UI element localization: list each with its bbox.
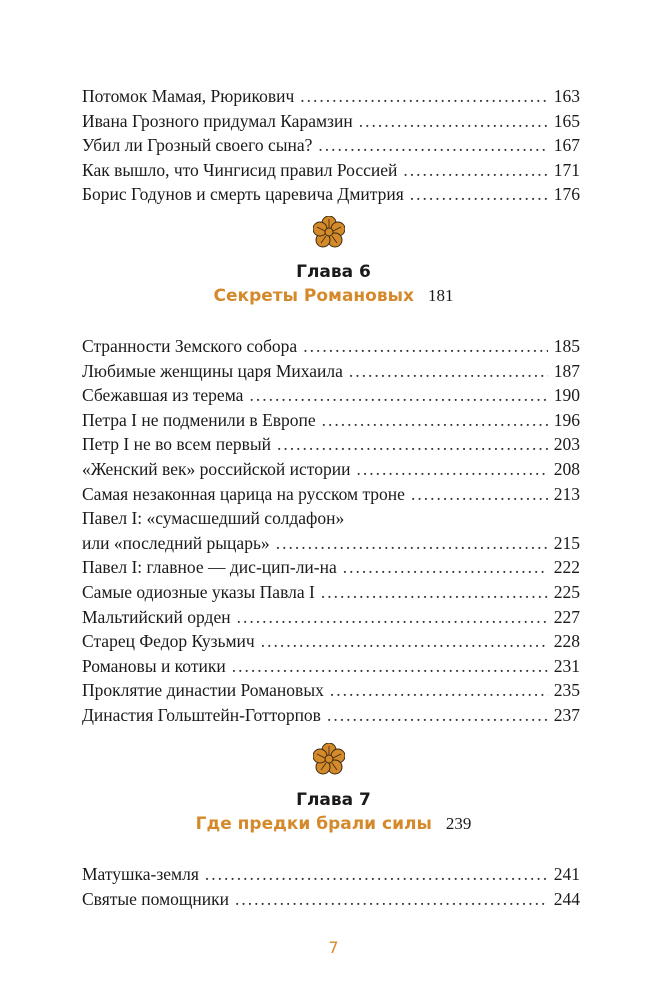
toc-entry-page: 215 — [553, 532, 580, 553]
toc-entry-title: Матушка-земля — [82, 864, 199, 884]
dot-leader — [276, 533, 548, 554]
toc-entry-page: 228 — [553, 631, 580, 652]
toc-entry-page: 171 — [553, 159, 580, 180]
page-number: 7 — [328, 938, 339, 957]
toc-entry-page: 163 — [553, 86, 580, 106]
toc-entry-title: Павел I: «сумасшедший солдафон» — [82, 508, 345, 529]
toc-entry-page: 213 — [553, 483, 580, 504]
toc-entry[interactable] — [82, 184, 580, 209]
toc-entry-page: 176 — [553, 184, 580, 205]
dot-leader — [303, 336, 548, 357]
toc-entry[interactable] — [82, 582, 580, 607]
chapter-title[interactable]: Секреты Романовых — [213, 286, 414, 306]
dot-leader — [411, 484, 548, 505]
toc-entry-page: 231 — [553, 655, 580, 676]
toc-entry-page: 222 — [553, 557, 580, 578]
toc-entry[interactable] — [82, 459, 580, 484]
dot-leader — [261, 631, 548, 652]
toc-entry-title: Святые помощники — [82, 888, 229, 909]
dot-leader — [318, 135, 547, 156]
dot-leader — [330, 680, 548, 701]
flower-ornament-icon — [313, 216, 345, 248]
toc-entry-title: Странности Земского собора — [82, 336, 298, 356]
toc-entry[interactable] — [82, 557, 580, 582]
toc-entry[interactable] — [82, 705, 580, 730]
dot-leader — [343, 557, 548, 578]
toc-entry[interactable] — [82, 607, 580, 632]
toc-entry-title: Павел I: главное — дис-цип-ли-на — [82, 557, 337, 578]
dot-leader — [277, 434, 548, 455]
toc-entry-title: или «последний рыцарь» — [82, 532, 270, 553]
dot-leader — [322, 410, 548, 431]
toc-entry-page: 235 — [553, 680, 580, 701]
toc-entry-title: Романовы и котики — [82, 655, 226, 676]
flower-ornament-icon — [313, 743, 345, 775]
dot-leader — [205, 864, 548, 885]
toc-entry-page: 244 — [553, 888, 580, 909]
chapter-title[interactable]: Где предки брали силы — [195, 814, 432, 834]
dot-leader — [237, 607, 548, 628]
toc-block-1 — [82, 86, 580, 209]
toc-entry-title: Проклятие династии Романовых — [82, 680, 324, 701]
toc-entry-page: 190 — [553, 385, 580, 406]
toc-entry-title: Самые одиозные указы Павла I — [82, 581, 315, 602]
toc-entry[interactable] — [82, 434, 580, 459]
toc-entry[interactable] — [82, 361, 580, 386]
toc-entry-title: Любимые женщины царя Михаила — [82, 360, 343, 381]
toc-entry-title: Петр I не во всем первый — [82, 434, 271, 455]
toc-entry[interactable] — [82, 336, 580, 361]
toc-entry-title: Династия Гольштейн-Готторпов — [82, 704, 321, 725]
toc-entry-title: Мальтийский орден — [82, 606, 231, 627]
toc-entry-page: 227 — [553, 606, 580, 627]
toc-entry[interactable] — [82, 410, 580, 435]
dot-leader — [403, 160, 547, 181]
toc-entry[interactable] — [82, 484, 580, 509]
chapter-page: 239 — [445, 814, 472, 833]
toc-entry[interactable] — [82, 135, 580, 160]
dot-leader — [356, 459, 547, 480]
toc-entry[interactable] — [82, 385, 580, 410]
chapter-number: Глава 7 — [296, 790, 371, 810]
toc-entry-title: Старец Федор Кузьмич — [82, 631, 255, 652]
toc-entry-page: 167 — [553, 135, 580, 156]
toc-entry-page: 208 — [553, 458, 580, 479]
toc-entry-page: 185 — [553, 336, 580, 356]
chapter-page: 181 — [427, 286, 454, 305]
dot-leader — [410, 184, 548, 205]
dot-leader — [321, 582, 548, 603]
toc-entry-title: Петра I не подменили в Европе — [82, 409, 316, 430]
dot-leader — [235, 889, 548, 910]
toc-entry[interactable] — [82, 680, 580, 705]
toc-entry[interactable] — [82, 631, 580, 656]
chapter-7-heading — [0, 790, 667, 834]
toc-block-2 — [82, 336, 580, 730]
toc-entry-title: Убил ли Грозный своего сына? — [82, 135, 313, 156]
dot-leader — [359, 111, 548, 132]
toc-entry[interactable] — [82, 508, 580, 533]
toc-entry-title: Как вышло, что Чингисид правил Россией — [82, 159, 398, 180]
toc-entry-page: 237 — [553, 704, 580, 725]
chapter-6-heading — [0, 262, 667, 306]
dot-leader — [349, 361, 548, 382]
toc-entry-title: Борис Годунов и смерть царевича Дмитрия — [82, 184, 404, 205]
toc-entry-page: 203 — [553, 434, 580, 455]
dot-leader — [232, 656, 548, 677]
toc-entry-title: Сбежавшая из терема — [82, 385, 244, 406]
dot-leader — [327, 705, 548, 726]
toc-entry-title: Потомок Мамая, Рюрикович — [82, 86, 295, 106]
toc-entry[interactable] — [82, 889, 580, 914]
toc-entry[interactable] — [82, 656, 580, 681]
toc-block-3 — [82, 864, 580, 913]
toc-entry[interactable] — [82, 111, 580, 136]
chapter-number: Глава 6 — [296, 262, 371, 282]
toc-entry-title: «Женский век» российской истории — [82, 458, 351, 479]
toc-entry[interactable] — [82, 864, 580, 889]
toc-entry[interactable] — [82, 86, 580, 111]
toc-entry-page: 241 — [553, 864, 580, 884]
toc-entry-title: Ивана Грозного придумал Карамзин — [82, 110, 353, 131]
toc-entry[interactable] — [82, 533, 580, 558]
toc-entry-page: 165 — [553, 110, 580, 131]
dot-leader — [300, 86, 547, 107]
dot-leader — [249, 385, 547, 406]
toc-entry[interactable] — [82, 160, 580, 185]
toc-entry-page: 187 — [553, 360, 580, 381]
toc-entry-page: 225 — [553, 581, 580, 602]
toc-entry-page: 196 — [553, 409, 580, 430]
toc-entry-title: Самая незаконная царица на русском троне — [82, 483, 405, 504]
